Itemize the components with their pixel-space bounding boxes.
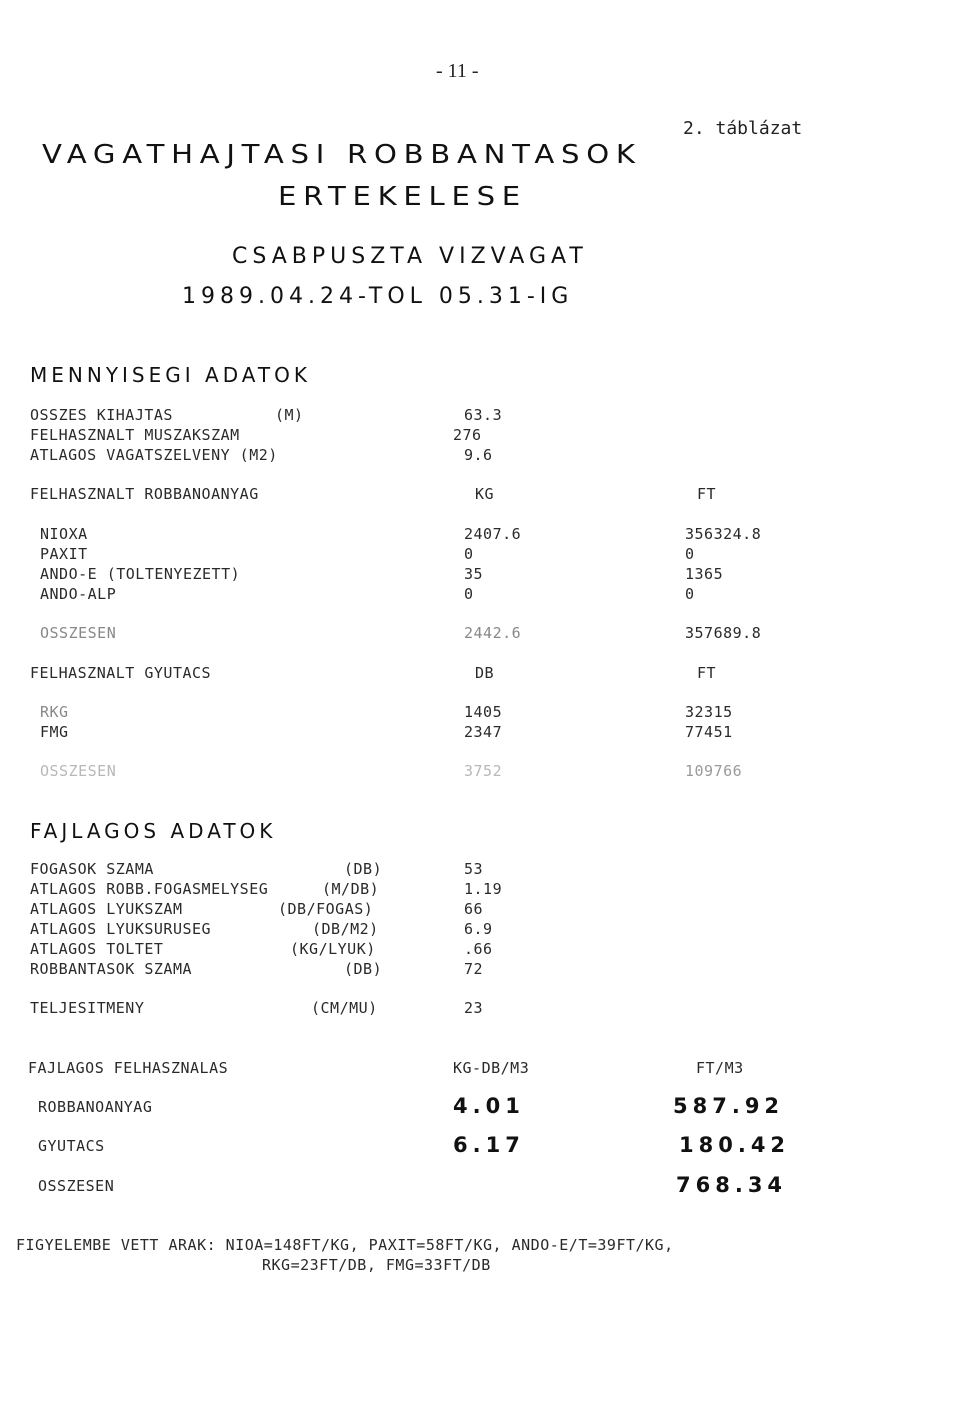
felhasznalas-row-label: GYUTACS — [38, 1137, 105, 1155]
gyutacs-row-ft: 77451 — [685, 723, 733, 741]
gyutacs-total-ft: 109766 — [685, 762, 743, 780]
fajlagos-row-label: FOGASOK SZAMA — [30, 860, 154, 878]
robbanoanyag-total-ft: 357689.8 — [685, 624, 762, 642]
section-heading-fajlagos: FAJLAGOS ADATOK — [30, 819, 277, 843]
robbanoanyag-row-label: PAXIT — [40, 545, 88, 563]
gyutacs-col-db: DB — [475, 664, 495, 682]
footer-prices-line-2: RKG=23FT/DB, FMG=33FT/DB — [262, 1256, 491, 1274]
felhasznalas-col-2: FT/M3 — [696, 1059, 744, 1077]
fajlagos-row-value: 53 — [464, 860, 484, 878]
gyutacs-row-label: RKG — [40, 703, 69, 721]
fajlagos-row-unit: (M/DB) — [322, 880, 380, 898]
robbanoanyag-heading: FELHASZNALT ROBBANOANYAG — [30, 485, 259, 503]
title-line-1: VAGATHAJTASI ROBBANTASOK — [42, 140, 642, 170]
robbanoanyag-row-label: NIOXA — [40, 525, 88, 543]
mennyisegi-row-label: ATLAGOS VAGATSZELVENY (M2) — [30, 446, 278, 464]
fajlagos-row-label: ATLAGOS LYUKSZAM — [30, 900, 183, 918]
fajlagos-row-value: 66 — [464, 900, 484, 918]
felhasznalas-row-label: ROBBANOANYAG — [38, 1098, 153, 1116]
gyutacs-total-db: 3752 — [464, 762, 503, 780]
robbanoanyag-row-kg: 35 — [464, 565, 484, 583]
fajlagos-row-unit: (DB/FOGAS) — [278, 900, 374, 918]
mennyisegi-row-value: 9.6 — [464, 446, 493, 464]
gyutacs-col-ft: FT — [697, 664, 717, 682]
teljesitmeny-unit: (CM/MU) — [311, 999, 378, 1017]
gyutacs-row-ft: 32315 — [685, 703, 733, 721]
mennyisegi-row-unit: (M) — [275, 406, 304, 424]
robbanoanyag-row-ft: 1365 — [685, 565, 724, 583]
location-title: CSABPUSZTA VIZVAGAT — [232, 244, 588, 269]
gyutacs-heading: FELHASZNALT GYUTACS — [30, 664, 212, 682]
mennyisegi-row-label: FELHASZNALT MUSZAKSZAM — [30, 426, 240, 444]
period-title: 1989.04.24-TOL 05.31-IG — [182, 284, 574, 309]
robbanoanyag-row-kg: 0 — [464, 585, 474, 603]
fajlagos-row-value: .66 — [464, 940, 493, 958]
felhasznalas-row-v1: 4.01 — [453, 1094, 525, 1118]
gyutacs-row-db: 1405 — [464, 703, 503, 721]
robbanoanyag-total-kg: 2442.6 — [464, 624, 522, 642]
felhasznalas-row-v2: 587.92 — [673, 1094, 785, 1118]
fajlagos-row-unit: (DB/M2) — [312, 920, 379, 938]
robbanoanyag-row-ft: 356324.8 — [685, 525, 762, 543]
fajlagos-row-value: 72 — [464, 960, 484, 978]
robbanoanyag-row-label: ANDO-ALP — [40, 585, 117, 603]
mennyisegi-row-value: 276 — [453, 426, 482, 444]
fajlagos-row-unit: (DB) — [344, 960, 383, 978]
mennyisegi-row-label: OSSZES KIHAJTAS — [30, 406, 173, 424]
gyutacs-row-label: FMG — [40, 723, 69, 741]
robbanoanyag-row-label: ANDO-E (TOLTENYEZETT) — [40, 565, 241, 583]
felhasznalas-row-v1: 6.17 — [453, 1133, 525, 1157]
robbanoanyag-col-ft: FT — [697, 485, 717, 503]
robbanoanyag-row-ft: 0 — [685, 585, 695, 603]
fajlagos-row-unit: (KG/LYUK) — [290, 940, 376, 958]
section-heading-mennyisegi: MENNYISEGI ADATOK — [30, 363, 311, 387]
felhasznalas-row-v2: 180.42 — [679, 1133, 791, 1157]
title-line-2: ERTEKELESE — [278, 182, 527, 212]
robbanoanyag-col-kg: KG — [475, 485, 495, 503]
fajlagos-row-value: 6.9 — [464, 920, 493, 938]
felhasznalas-col-1: KG-DB/M3 — [453, 1059, 530, 1077]
table-label: 2. táblázat — [683, 118, 803, 139]
gyutacs-row-db: 2347 — [464, 723, 503, 741]
fajlagos-row-unit: (DB) — [344, 860, 383, 878]
footer-prices-line-1: FIGYELEMBE VETT ARAK: NIOA=148FT/KG, PAXIT=58FT/KG, ANDO-E/T=39FT/KG, — [16, 1236, 674, 1254]
robbanoanyag-row-kg: 0 — [464, 545, 474, 563]
gyutacs-total-label: OSSZESEN — [40, 762, 117, 780]
page-number: - 11 - — [436, 60, 479, 82]
felhasznalas-row-label: OSSZESEN — [38, 1177, 115, 1195]
teljesitmeny-label: TELJESITMENY — [30, 999, 145, 1017]
felhasznalas-heading: FAJLAGOS FELHASZNALAS — [28, 1059, 229, 1077]
fajlagos-row-label: ATLAGOS LYUKSURUSEG — [30, 920, 212, 938]
mennyisegi-row-value: 63.3 — [464, 406, 503, 424]
teljesitmeny-value: 23 — [464, 999, 484, 1017]
felhasznalas-row-v2: 768.34 — [676, 1173, 788, 1197]
robbanoanyag-row-kg: 2407.6 — [464, 525, 522, 543]
fajlagos-row-value: 1.19 — [464, 880, 503, 898]
fajlagos-row-label: ROBBANTASOK SZAMA — [30, 960, 193, 978]
fajlagos-row-label: ATLAGOS ROBB.FOGASMELYSEG — [30, 880, 269, 898]
robbanoanyag-total-label: OSSZESEN — [40, 624, 117, 642]
fajlagos-row-label: ATLAGOS TOLTET — [30, 940, 164, 958]
robbanoanyag-row-ft: 0 — [685, 545, 695, 563]
